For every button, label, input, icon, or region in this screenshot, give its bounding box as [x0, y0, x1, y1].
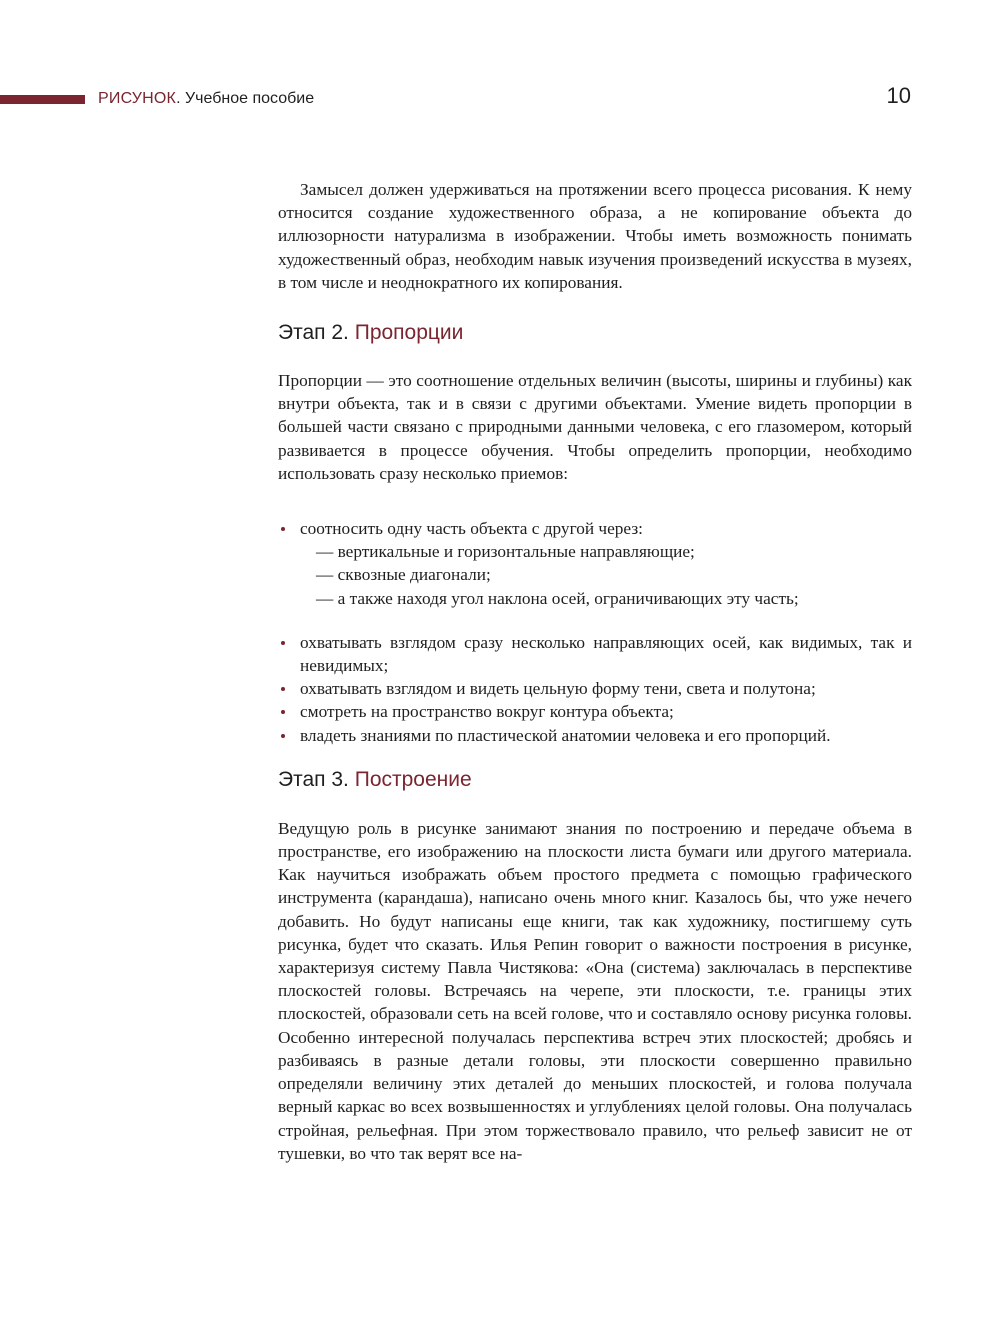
bullet-icon: [281, 641, 285, 645]
list-item: [278, 677, 912, 700]
list-item: [278, 631, 912, 677]
stage-3-prefix: Этап 3.: [278, 767, 355, 791]
list-item: [278, 517, 912, 610]
sub-list-item: — сквозные диагонали;: [316, 565, 491, 585]
list-item-text: охватывать взглядом и видеть цельную форму тени, света и полутона;: [300, 679, 816, 699]
stage-2-heading: [278, 319, 912, 347]
bullet-icon: [281, 687, 285, 691]
page-content: [278, 178, 912, 1165]
stage-3-paragraph: Ведущую роль в рисунке занимают знания по построению и передаче объема в пространстве, его изображению на плоскости листа бумаги или другого материала. Как научиться изображать объем простого предмета с помощью графического инструмента (карандаша), написано очень много книг. Казалось бы, что уже нечего добавить. Но будут написаны еще книги, так как художнику, постигшему суть рисунка, будет что сказать. Илья Репин говорит о важности построения в рисунке, характеризуя систему Павла Чистякова: «Она (система) заключалась в перспективе плоскостей головы. Встречаясь на черепе, эти плоскости, т.е. границы этих плоскостей, образовали сеть на всей голове, что и составляло основу рисунка головы. Особенно интересной получалась перспектива встреч этих плоскостей; дробясь и разбиваясь в разные детали головы, эти плоскости совершенно правильно определяли величину этих деталей до меньших плоскостей, и голова получала верный каркас во всех возвышенностях и углублениях целой головы. Она получалась стройная, рельефная. При этом торжествовало правило, что рельеф зависит не от тушевки, во что так верят все на-: [278, 818, 912, 1163]
stage-3-heading: [278, 766, 912, 794]
list-item-text: смотреть на пространство вокруг контура объекта;: [300, 702, 674, 722]
book-title: РИСУНОК: [98, 90, 177, 107]
running-head: [98, 88, 314, 110]
list-item-text: владеть знаниями по пластической анатомии человека и его пропорций.: [300, 725, 831, 745]
list-item: [278, 724, 912, 747]
book-subtitle: . Учебное пособие: [176, 90, 315, 107]
stage-2-prefix: Этап 2.: [278, 321, 355, 345]
sub-list-item: — вертикальные и горизонтальные направляющие;: [316, 542, 695, 562]
list-item-text: охватывать взглядом сразу несколько направляющих осей, как видимых, так и невидимых;: [300, 632, 912, 676]
bullet-icon: [281, 527, 285, 531]
bullet-icon: [281, 710, 285, 714]
header-accent-bar: [0, 95, 85, 104]
bullet-icon: [281, 734, 285, 738]
techniques-list-continued: [278, 631, 912, 747]
techniques-list: [278, 517, 912, 610]
stage-2-paragraph: Пропорции — это соотношение отдельных величин (высоты, ширины и глубины) как внутри объекта, так и в связи с другими объектами. Умение видеть пропорции в большей части связано с природными данными человека, с его глазомером, который развивается в процессе обучения. Чтобы определить пропорции, необходимо использовать сразу несколько приемов:: [278, 371, 912, 483]
sub-list-item: — а также находя угол наклона осей, ограничивающих эту часть;: [316, 588, 799, 608]
stage-3-name: Построение: [354, 767, 472, 791]
stage-2-name: Пропорции: [354, 321, 464, 345]
intro-paragraph: Замысел должен удерживаться на протяжении всего процесса рисования. К нему относится создание художественного образа, а не копирование объекта до иллюзорности натурализма в изображении. Чтобы иметь возможность понимать художественный образ, необходим навык изучения произведений искусства в музеях, в том числе и неоднократного их копирования.: [278, 180, 912, 292]
list-item: [278, 700, 912, 723]
list-item-text: соотносить одну часть объекта с другой через:: [300, 519, 643, 539]
page-number: 10: [886, 83, 911, 108]
